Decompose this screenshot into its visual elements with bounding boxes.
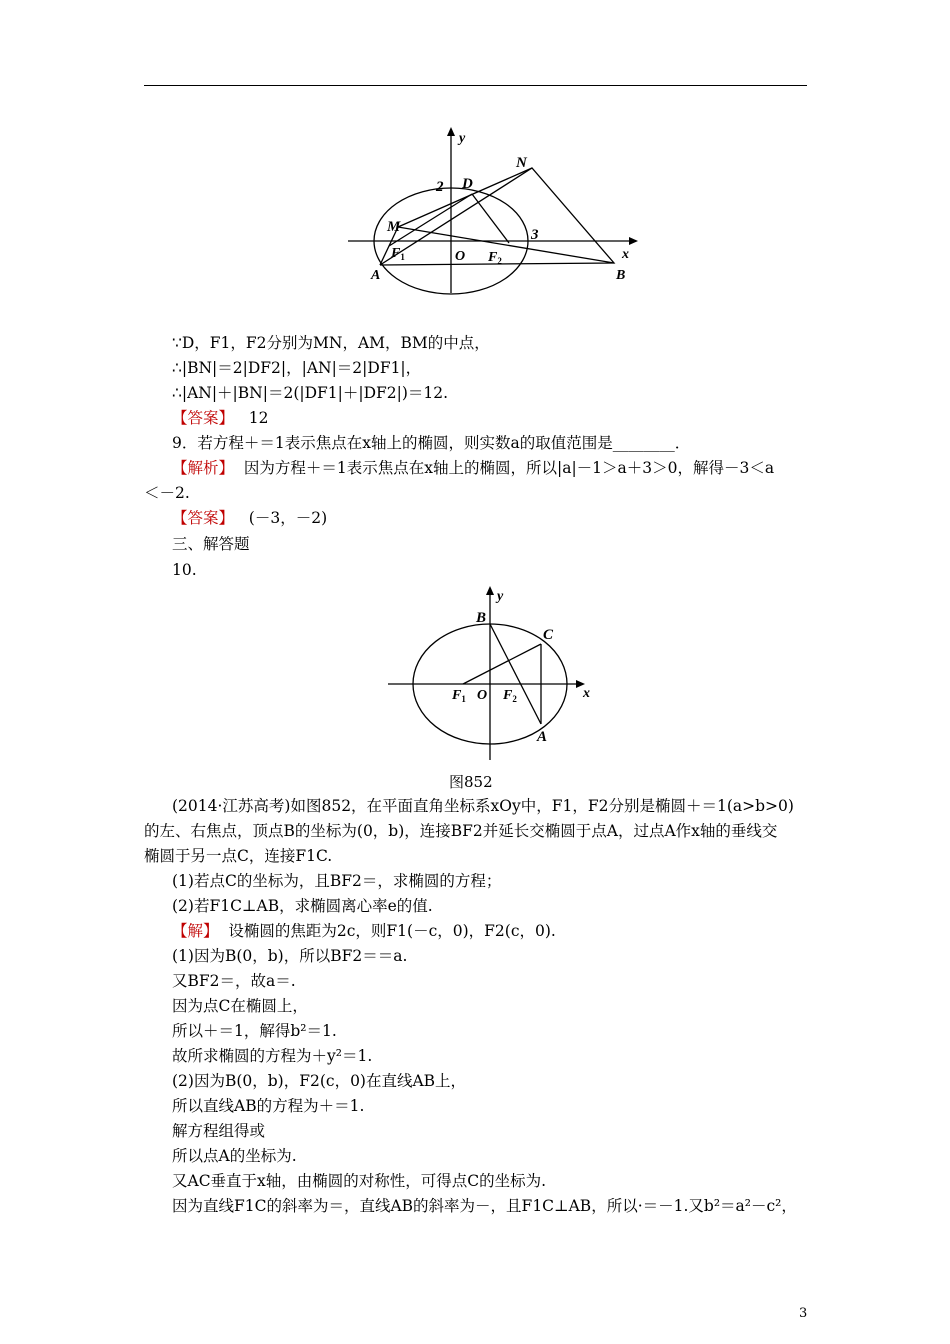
- analysis-tag: 【解析】: [172, 459, 235, 477]
- fig2-label-x: x: [583, 686, 590, 701]
- fig2-label-C: C: [543, 627, 554, 643]
- fig1-label-F2: $F_2$: [488, 250, 502, 266]
- p10-s8: 解方程组得或: [172, 1122, 266, 1140]
- answer-value: (－3，－2): [248, 509, 328, 527]
- fig2-label-F2: $F_2$: [503, 688, 517, 704]
- problem-number: 10.: [172, 561, 197, 579]
- fig1-label-A: A: [371, 268, 381, 283]
- p10-s3: 因为点C在椭圆上，: [172, 997, 308, 1015]
- section-heading: 三、解答题: [172, 535, 250, 553]
- fig1-label-F1: $F_1$: [391, 246, 405, 262]
- fig2-label-F1: $F_1$: [452, 688, 466, 704]
- sol8-line2: ∴|BN|＝2|DF2|，|AN|＝2|DF1|，: [172, 359, 422, 377]
- analysis-text: 因为方程＋＝1表示焦点在x轴上的椭圆，所以|a|－1＞a＋3＞0，解得－3＜a: [243, 459, 775, 477]
- sol8-line1: ∵D，F1，F2分别为MN，AM，BM的中点，: [172, 334, 490, 352]
- problem9-analysis: [172, 458, 774, 478]
- problem9-answer: [172, 508, 327, 528]
- p10-s2: 又BF2＝，故a＝.: [172, 972, 296, 990]
- fig1-label-2: 2: [436, 179, 444, 195]
- p10-line3: 椭圆于另一点C，连接F1C.: [144, 847, 333, 865]
- fig2-label-B: B: [476, 610, 487, 626]
- fig1-label-O: O: [455, 249, 466, 264]
- fig2-label-A: A: [537, 729, 548, 745]
- p10-s5: 故所求椭圆的方程为＋y²＝1.: [172, 1047, 373, 1065]
- p10-q2: (2)若F1C⊥AB，求椭圆离心率e的值.: [172, 897, 433, 915]
- sol8-line3: ∴|AN|＋|BN|＝2(|DF1|＋|DF2|)＝12.: [172, 384, 449, 402]
- fig1-label-y: y: [459, 131, 466, 146]
- fig1-label-D: D: [462, 176, 473, 192]
- p10-s1: (1)因为B(0，b)，所以BF2＝＝a.: [172, 947, 408, 965]
- fig1-label-B: B: [616, 268, 626, 283]
- figure-ellipse-triangle: [330, 120, 650, 295]
- p10-s4: 所以＋＝1，解得b²＝1.: [172, 1022, 337, 1040]
- fig1-label-3: 3: [531, 227, 539, 243]
- sol8-answer: [172, 408, 269, 428]
- p10-s6: (2)因为B(0，b)，F2(c，0)在直线AB上，: [172, 1072, 467, 1090]
- p10-line1: (2014·江苏高考)如图852，在平面直角坐标系xOy中，F1，F2分别是椭圆＋＝1(a>b>0): [172, 797, 794, 815]
- answer-tag: 【答案】: [172, 509, 235, 527]
- fig1-label-x: x: [622, 247, 629, 262]
- problem9-analysis-cont: ＜－2.: [144, 484, 190, 502]
- fig2-label-y: y: [497, 589, 504, 604]
- figure-852: [380, 580, 600, 762]
- page-number: 3: [799, 1306, 808, 1321]
- p10-line2: 的左、右焦点，顶点B的坐标为(0，b)，连接BF2并延长交椭圆于点A，过点A作x轴的垂线交: [144, 822, 778, 840]
- p10-s10: 又AC垂直于x轴，由椭圆的对称性，可得点C的坐标为.: [172, 1172, 547, 1190]
- solution-tag: 【解】: [172, 922, 219, 940]
- header-rule: [144, 85, 807, 86]
- fig1-label-N: N: [516, 155, 527, 171]
- problem9-question: 9．若方程＋＝1表示焦点在x轴上的椭圆，则实数a的取值范围是________．: [172, 434, 691, 452]
- solution-intro-text: 设椭圆的焦距为2c，则F1(－c，0)，F2(c，0).: [228, 922, 556, 940]
- p10-s7: 所以直线AB的方程为＋＝1.: [172, 1097, 365, 1115]
- fig1-label-M: M: [387, 219, 401, 235]
- p10-s11: 因为直线F1C的斜率为＝，直线AB的斜率为－，且F1C⊥AB，所以·＝－1.又b²＝a²－c²，: [172, 1197, 797, 1215]
- figure-caption: 图852: [449, 773, 493, 791]
- answer-value: 12: [248, 409, 269, 427]
- p10-q1: (1)若点C的坐标为，且BF2＝，求椭圆的方程；: [172, 872, 502, 890]
- answer-tag: 【答案】: [172, 409, 235, 427]
- p10-s9: 所以点A的坐标为.: [172, 1147, 297, 1165]
- fig2-label-O: O: [477, 688, 488, 703]
- p10-solution-intro: [172, 921, 556, 941]
